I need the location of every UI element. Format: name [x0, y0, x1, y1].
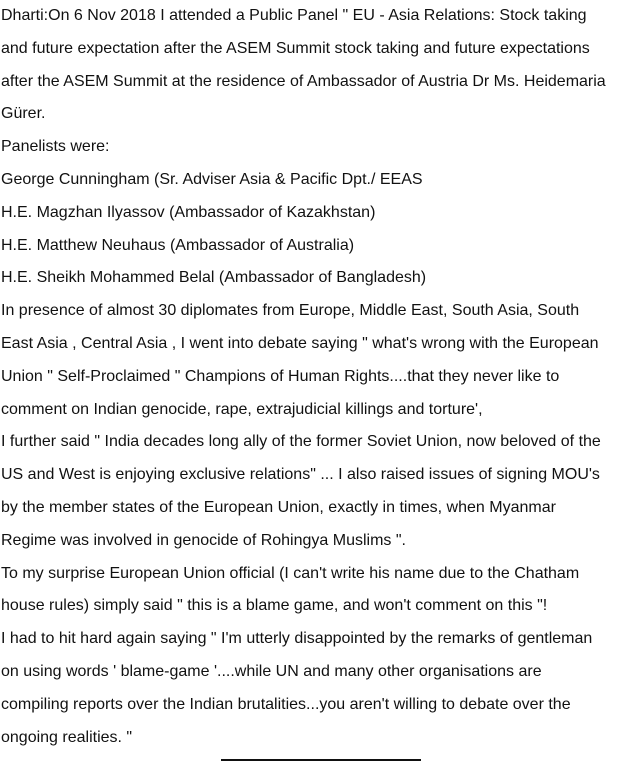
text-line: Dharti:On 6 Nov 2018 I attended a Public Panel " EU - Asia Relations: Stock taking [1, 7, 587, 24]
text-line: on using words ' blame-game '....while UN and many other organisations are [1, 662, 542, 680]
text-line: and future expectation after the ASEM Summit stock taking and future expectations [1, 39, 590, 57]
horizontal-divider [221, 759, 421, 761]
text-line: by the member states of the European Union, exactly in times, when Myanmar [1, 498, 556, 516]
text-line: H.E. Magzhan Ilyassov (Ambassador of Kazakhstan) [1, 203, 376, 221]
text-line: I had to hit hard again saying " I'm utterly disappointed by the remarks of gentleman [1, 630, 593, 648]
text-line: compiling reports over the Indian brutalities...you aren't willing to debate over the [1, 695, 571, 713]
text-line: house rules) simply said " this is a blame game, and won't comment on this "! [1, 597, 548, 615]
text-line: Union " Self-Proclaimed " Champions of Human Rights....that they never like to [1, 367, 560, 385]
text-line: H.E. Sheikh Mohammed Belal (Ambassador of Bangladesh) [1, 269, 427, 287]
text-line: US and West is enjoying exclusive relations" ... I also raised issues of signing MOU's [1, 466, 600, 484]
text-line: East Asia , Central Asia , I went into debate saying " what's wrong with the European [1, 334, 599, 352]
text-line: after the ASEM Summit at the residence of Ambassador of Austria Dr Ms. Heidemaria [1, 72, 606, 90]
text-line: comment on Indian genocide, rape, extrajudicial killings and torture', [1, 400, 483, 418]
text-line: ongoing realities. " [1, 728, 133, 746]
text-line: Regime was involved in genocide of Rohingya Muslims ". [1, 531, 406, 549]
text-line: Panelists were: [1, 138, 110, 156]
text-line: George Cunningham (Sr. Adviser Asia & Pacific Dpt./ EEAS [1, 170, 423, 188]
text-line: To my surprise European Union official (I can't write his name due to the Chatham [1, 564, 580, 582]
text-line: In presence of almost 30 diplomates from Europe, Middle East, South Asia, South [1, 302, 580, 320]
document-body [1, 0, 637, 754]
text-line: Gürer. [1, 105, 46, 123]
text-line: I further said " India decades long ally of the former Soviet Union, now beloved of the [1, 433, 601, 451]
text-line: H.E. Matthew Neuhaus (Ambassador of Australia) [1, 236, 355, 254]
